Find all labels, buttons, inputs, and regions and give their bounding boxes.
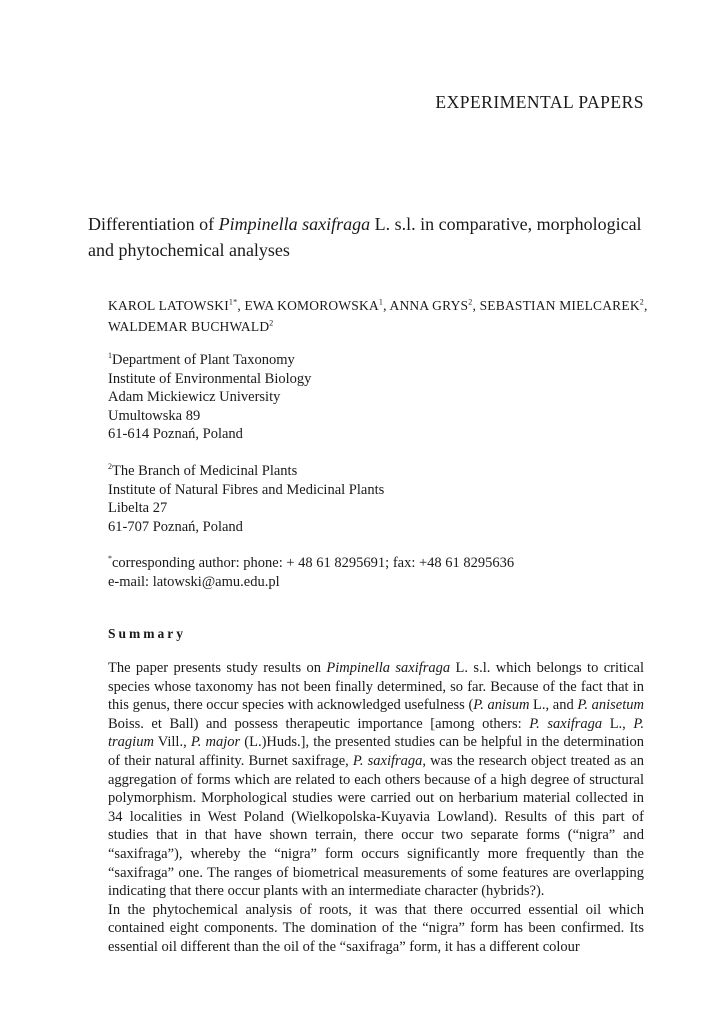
affiliation-line: Adam Mickiewicz University bbox=[108, 389, 281, 405]
affiliation-1 bbox=[108, 351, 311, 444]
abstract-paragraph-1 bbox=[108, 659, 644, 901]
paper-title bbox=[88, 211, 648, 263]
abstract-text: L., and bbox=[529, 697, 578, 714]
title-part2: L. s.l. in comparative, morphological and phytochemical analyses bbox=[88, 214, 642, 260]
abstract-text: The paper presents study results on bbox=[108, 660, 327, 676]
affiliation-2 bbox=[108, 462, 384, 536]
species-name: P. anisum bbox=[473, 697, 530, 714]
abstract-text: Boiss. et Ball) and possess therapeutic importance [among others: bbox=[108, 715, 530, 732]
corresponding-email: e-mail: latowski@amu.edu.pl bbox=[108, 573, 280, 590]
abstract-text: Vill., bbox=[153, 734, 191, 751]
species-name: P. anisetum bbox=[577, 697, 644, 714]
affiliation-line: Libelta 27 bbox=[108, 500, 168, 516]
abstract-text: L., bbox=[602, 715, 634, 732]
corresponding-contact: *corresponding author: phone: + 48 61 8295691; fax: +48 61 8295636 bbox=[108, 554, 515, 571]
abstract-text: , was the research object treated as an aggregation of forms which are related to each others because of a high degree of structural polymorphism. Morphological studies were carried out on herbarium material collected in 34 localities in West Poland (Wielkopolska-Kuyavia Lowland). Results of this part of studies that in that have shown terrain, there occur two separate forms (“nigra” and “saxifraga”), whereby the “nigra” form occurs significantly more frequently than the “saxifraga” one. The ranges of biometrical measurements of some features are overlapping indicating that there occur plants with an intermediate character (hybrids?). bbox=[108, 752, 644, 900]
summary-heading: Summary bbox=[108, 626, 186, 641]
affiliation-line: Institute of Natural Fibres and Medicinal Plants bbox=[108, 481, 385, 498]
author: ANNA GRYS$^2$, bbox=[389, 297, 480, 313]
author: KAROL $LATOWSKI^{1*}$, bbox=[108, 297, 245, 313]
species-name: Pimpinella saxifraga bbox=[326, 660, 451, 676]
author: SEBASTIAN MIELCAREK$^2$, bbox=[479, 297, 648, 313]
author: WALDEMAR BUCHWALD$^2$ bbox=[108, 318, 274, 334]
species-name: P. saxifraga bbox=[352, 752, 423, 769]
affiliation-line: 61-707 Poznań, Poland bbox=[108, 518, 243, 535]
title-species: Pimpinella saxifraga bbox=[218, 214, 371, 234]
species-name: P. major bbox=[190, 734, 241, 751]
author-list bbox=[108, 295, 648, 337]
author: EWA KOMOROWSKA$^1$, bbox=[244, 297, 390, 313]
affiliation-line: $^1$Department of Plant Taxonomy bbox=[108, 351, 295, 368]
corresponding-author bbox=[108, 554, 514, 591]
section-header: EXPERIMENTAL PAPERS bbox=[435, 92, 644, 112]
species-name: P. saxifraga bbox=[529, 715, 603, 732]
abstract-text: (L.)Huds.], the presented studies can be helpful in the determination of their natural affinity. Burnet saxifrage, bbox=[108, 734, 644, 769]
abstract-paragraph-2: In the phytochemical analysis of roots, it was that there occurred essential oil which contained eight components. The domination of the “nigra” form has been confirmed. Its essential oil different than the oil of the “saxifraga” form, it has a different colour bbox=[108, 901, 644, 955]
affiliation-line: 61-614 Poznań, Poland bbox=[108, 426, 243, 442]
affiliation-line: Umultowska 89 bbox=[108, 407, 201, 424]
affiliation-line: $^2$The Branch of Medicinal Plants bbox=[108, 462, 298, 479]
species-name: P. tragium bbox=[108, 715, 644, 751]
abstract-text: L. s.l. which belongs to critical species whose taxonomy has not been finally determined, so far. Because of the fact that in this genus, there occur species with acknowledged usefulness ( bbox=[108, 660, 644, 714]
abstract bbox=[108, 659, 644, 957]
title-part1: Differentiation of bbox=[88, 214, 219, 234]
affiliation-line: Institute of Environmental Biology bbox=[108, 370, 312, 387]
